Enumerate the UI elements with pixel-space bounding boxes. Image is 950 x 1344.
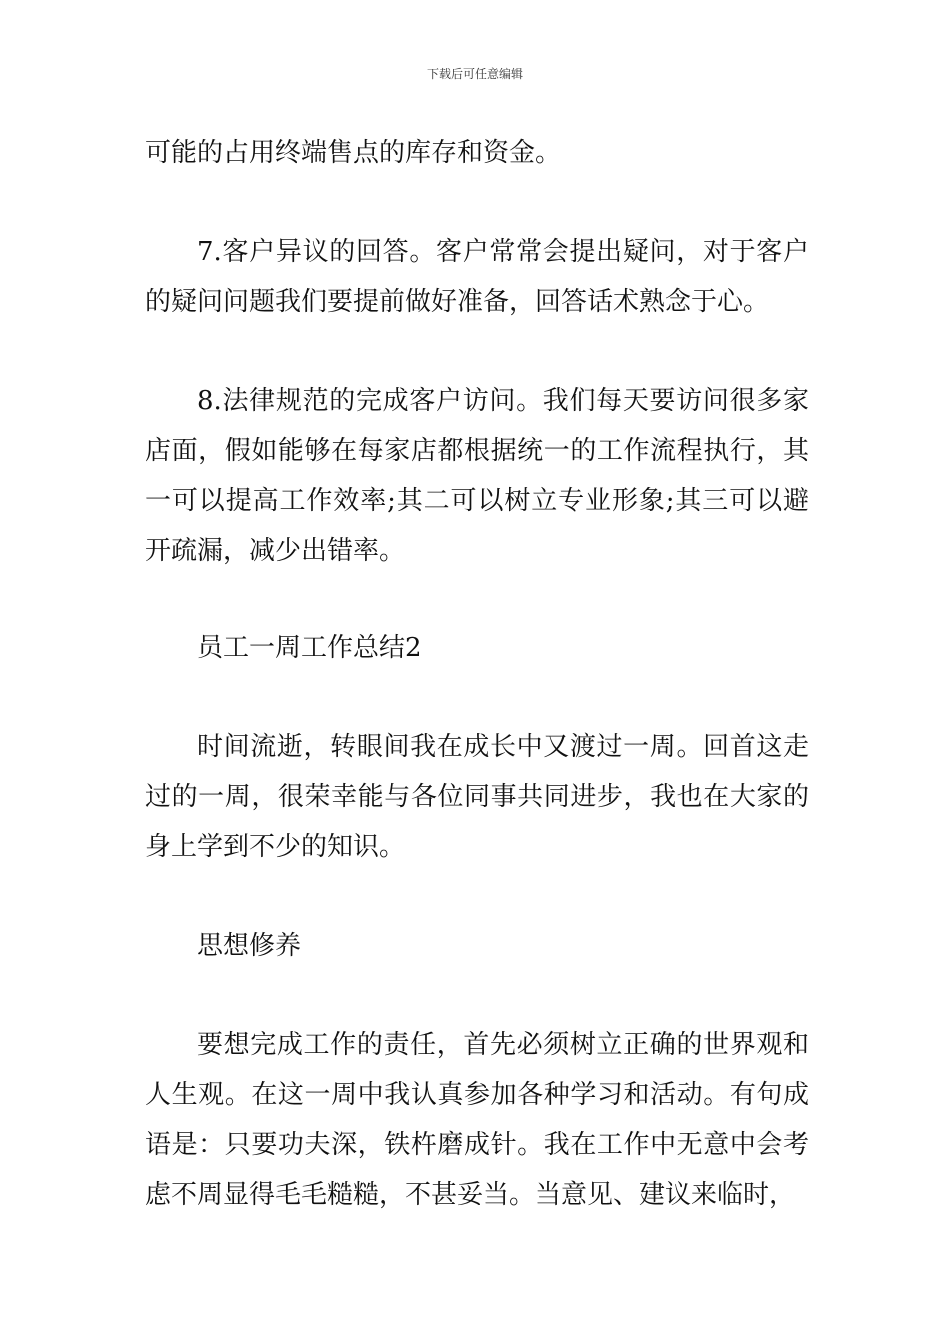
document-body: [145, 128, 809, 1220]
page-header: 下载后可任意编辑: [426, 67, 523, 81]
paragraph-thought: 要想完成工作的责任，首先必须树立正确的世界观和人生观。在这一周中我认真参加各种学习和活动。有句成语是：只要功夫深，铁杵磨成针。我在工作中无意中会考虑不周显得毛毛糙糙，不甚妥当。当意见、建议来临时，: [145, 1030, 809, 1210]
paragraph-item-7: 7.客户异议的回答。客户常常会提出疑问，对于客户的疑问问题我们要提前做好准备，回答话术熟念于心。: [145, 237, 809, 317]
paragraph-continuation: 可能的占用终端售点的库存和资金。: [145, 138, 562, 168]
subsection-heading: 思想修养: [197, 931, 302, 961]
paragraph-item-8: 8.法律规范的完成客户访问。我们每天要访问很多家店面，假如能够在每家店都根据统一的工作流程执行，其一可以提高工作效率;其二可以树立专业形象;其三可以避开疏漏，减少出错率。: [145, 386, 809, 566]
paragraph-intro: 时间流逝，转眼间我在成长中又渡过一周。回首这走过的一周，很荣幸能与各位同事共同进步，我也在大家的身上学到不少的知识。: [145, 732, 809, 862]
section-heading: 员工一周工作总结2: [197, 633, 422, 663]
